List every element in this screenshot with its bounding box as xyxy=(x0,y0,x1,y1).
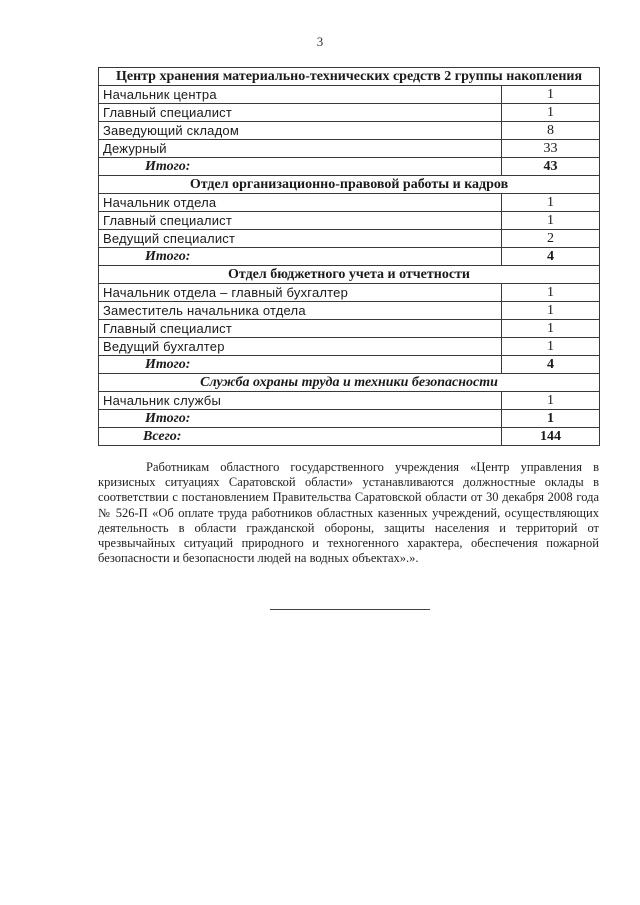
section-total-row xyxy=(99,158,600,176)
table-row xyxy=(99,320,600,338)
page-number: 3 xyxy=(316,34,324,49)
section-header-row xyxy=(99,176,600,194)
table-row xyxy=(99,122,600,140)
section-title: Центр хранения материально-технических средств 2 группы накопления xyxy=(99,68,600,86)
staff-count: 1 xyxy=(502,212,600,230)
section-total-label: Итого: xyxy=(99,158,502,176)
position-name: Начальник отдела – главный бухгалтер xyxy=(99,284,502,302)
section-title: Отдел организационно-правовой работы и кадров xyxy=(99,176,600,194)
section-total-label: Итого: xyxy=(99,410,502,428)
table-row xyxy=(99,86,600,104)
table-row xyxy=(99,212,600,230)
staff-count: 2 xyxy=(502,230,600,248)
signature-line xyxy=(270,609,430,610)
staffing-table xyxy=(98,67,600,446)
section-header-row xyxy=(99,374,600,392)
section-title: Отдел бюджетного учета и отчетности xyxy=(99,266,600,284)
grand-total-label: Всего: xyxy=(99,428,502,446)
table-row xyxy=(99,392,600,410)
section-total-value: 43 xyxy=(502,158,600,176)
table-row xyxy=(99,338,600,356)
table-row xyxy=(99,302,600,320)
staff-count: 8 xyxy=(502,122,600,140)
section-header-row xyxy=(99,266,600,284)
staff-count: 1 xyxy=(502,284,600,302)
section-total-label: Итого: xyxy=(99,248,502,266)
position-name: Начальник отдела xyxy=(99,194,502,212)
staff-count: 1 xyxy=(502,302,600,320)
position-name: Дежурный xyxy=(99,140,502,158)
position-name: Главный специалист xyxy=(99,212,502,230)
table-row xyxy=(99,104,600,122)
section-header-row xyxy=(99,68,600,86)
position-name: Главный специалист xyxy=(99,320,502,338)
position-name: Заведующий складом xyxy=(99,122,502,140)
position-name: Главный специалист xyxy=(99,104,502,122)
table-row xyxy=(99,140,600,158)
staff-count: 1 xyxy=(502,104,600,122)
salary-note-paragraph: Работникам областного государственного учреждения «Центр управления в кризисных ситуациях Саратовской области» устанавливаются должностные оклады в соответствии с постановлением Правительства Саратовской области от 30 декабря 2008 года № 526-П «Об оплате труда работников областных казенных учреждений, осуществляющих деятельность в области гражданской обороны, защиты населения и территорий от чрезвычайных ситуаций природного и техногенного характера, обеспечения пожарной безопасности и безопасности людей на водных объектах».». xyxy=(98,460,599,566)
grand-total-row xyxy=(99,428,600,446)
staff-count: 1 xyxy=(502,338,600,356)
section-total-value: 4 xyxy=(502,356,600,374)
grand-total-value: 144 xyxy=(502,428,600,446)
staff-count: 1 xyxy=(502,194,600,212)
section-total-row xyxy=(99,410,600,428)
position-name: Начальник службы xyxy=(99,392,502,410)
staff-count: 1 xyxy=(502,392,600,410)
staff-count: 1 xyxy=(502,86,600,104)
table-row xyxy=(99,284,600,302)
staffing-table-body xyxy=(99,68,600,446)
position-name: Начальник центра xyxy=(99,86,502,104)
table-row xyxy=(99,230,600,248)
position-name: Ведущий специалист xyxy=(99,230,502,248)
position-name: Ведущий бухгалтер xyxy=(99,338,502,356)
table-row xyxy=(99,194,600,212)
staff-count: 33 xyxy=(502,140,600,158)
section-total-value: 4 xyxy=(502,248,600,266)
position-name: Заместитель начальника отдела xyxy=(99,302,502,320)
staff-count: 1 xyxy=(502,320,600,338)
section-total-label: Итого: xyxy=(99,356,502,374)
section-title: Служба охраны труда и техники безопасности xyxy=(99,374,600,392)
section-total-row xyxy=(99,356,600,374)
section-total-value: 1 xyxy=(502,410,600,428)
section-total-row xyxy=(99,248,600,266)
